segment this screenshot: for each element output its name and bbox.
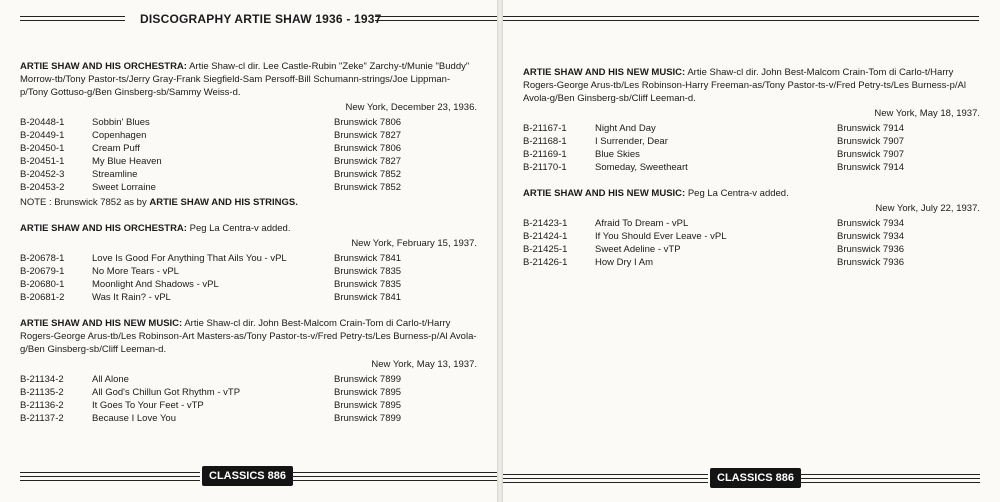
note-band-name: ARTIE SHAW AND HIS STRINGS.: [149, 197, 298, 208]
matrix-number: B-20453-2: [20, 182, 65, 193]
track-title: Sweet Adeline - vTP: [595, 244, 681, 255]
track-title: All Alone: [92, 374, 129, 385]
matrix-number: B-21426-1: [523, 257, 568, 268]
matrix-number: B-21169-1: [523, 149, 567, 160]
left-page: [0, 0, 497, 502]
track-row: [20, 399, 477, 412]
record-label: Brunswick 7934: [837, 218, 905, 229]
title-rule: [20, 20, 125, 21]
record-label: Brunswick 7835: [334, 279, 402, 290]
record-label: Brunswick 7835: [334, 266, 402, 277]
footer-rule: [800, 474, 980, 475]
footer-bar: [0, 466, 497, 488]
record-label: Brunswick 7899: [334, 374, 402, 385]
track-row: [20, 373, 477, 386]
right-page: [503, 0, 1000, 502]
track-title: Blue Skies: [595, 149, 640, 160]
track-row: [20, 181, 477, 194]
session-header: [523, 66, 980, 105]
footer-rule: [503, 474, 708, 475]
track-title: Was It Rain? - vPL: [92, 292, 171, 303]
track-title: Moonlight And Shadows - vPL: [92, 279, 219, 290]
track-row: [523, 217, 980, 230]
footer-rule: [20, 480, 200, 481]
track-title: Afraid To Dream - vPL: [595, 218, 689, 229]
track-row: [20, 116, 477, 129]
track-title: Love Is Good For Anything That Ails You - vPL: [92, 253, 287, 264]
record-label: Brunswick 7914: [837, 162, 905, 173]
track-title: Streamline: [92, 169, 138, 180]
record-label: Brunswick 7841: [334, 253, 402, 264]
track-title: Cream Puff: [92, 143, 140, 154]
band-name: ARTIE SHAW AND HIS ORCHESTRA:: [20, 223, 187, 234]
title-bar: [0, 10, 497, 30]
session-header: [20, 222, 477, 235]
footer-rule: [292, 472, 497, 473]
title-bar: [503, 10, 1000, 30]
footer-rule: [800, 478, 980, 479]
track-row: [20, 412, 477, 425]
track-title: Sweet Lorraine: [92, 182, 156, 193]
record-label: Brunswick 7914: [837, 123, 905, 134]
matrix-number: B-21423-1: [523, 218, 568, 229]
footer-rule: [503, 482, 708, 483]
record-label: Brunswick 7907: [837, 149, 905, 160]
track-title: If You Should Ever Leave - vPL: [595, 231, 727, 242]
record-label: Brunswick 7827: [334, 156, 402, 167]
track-row: [20, 278, 477, 291]
page-title: DISCOGRAPHY ARTIE SHAW 1936 - 1937: [140, 12, 382, 26]
track-title: It Goes To Your Feet - vTP: [92, 400, 204, 411]
band-name: ARTIE SHAW AND HIS ORCHESTRA:: [20, 61, 187, 72]
matrix-number: B-20448-1: [20, 117, 65, 128]
session: [20, 222, 477, 304]
matrix-number: B-21424-1: [523, 231, 568, 242]
track-title: Copenhagen: [92, 130, 147, 141]
session-note: [20, 196, 477, 209]
personnel: Peg La Centra-v added.: [687, 188, 789, 199]
footer-bar: [503, 468, 1000, 490]
track-row: [523, 135, 980, 148]
track-row: [523, 230, 980, 243]
matrix-number: B-21425-1: [523, 244, 568, 255]
record-label: Brunswick 7936: [837, 244, 905, 255]
matrix-number: B-20449-1: [20, 130, 65, 141]
personnel: Artie Shaw-cl dir. John Best-Malcom Crain-Tom di Carlo-t/Harry Rogers-George Arus-tb/Les Robinson-Harry Freeman-as/Tony Pastor-ts-v/Fred Petry-ts/Les Burness-p/Al Avola-g/Ben Ginsberg-sb/Cliff Leeman-d.: [523, 67, 966, 104]
matrix-number: B-20681-2: [20, 292, 65, 303]
track-row: [20, 168, 477, 181]
record-label: Brunswick 7806: [334, 117, 402, 128]
place-date: New York, May 13, 1937.: [371, 359, 477, 370]
matrix-number: B-21137-2: [20, 413, 64, 424]
record-label: Brunswick 7827: [334, 130, 402, 141]
place-date: New York, May 18, 1937.: [874, 108, 980, 119]
note-text: NOTE : Brunswick 7852 as by: [20, 197, 150, 208]
matrix-number: B-21135-2: [20, 387, 64, 398]
band-name: ARTIE SHAW AND HIS NEW MUSIC:: [20, 318, 183, 329]
matrix-number: B-21136-2: [20, 400, 64, 411]
right-sessions: [523, 66, 980, 269]
record-label: Brunswick 7852: [334, 169, 402, 180]
personnel: Peg La Centra-v added.: [189, 223, 291, 234]
record-label: Brunswick 7899: [334, 413, 402, 424]
record-label: Brunswick 7895: [334, 387, 402, 398]
track-row: [20, 155, 477, 168]
session-header: [20, 60, 477, 99]
place-date: New York, July 22, 1937.: [875, 203, 980, 214]
footer-badge: CLASSICS 886: [202, 466, 293, 486]
matrix-number: B-20451-1: [20, 156, 65, 167]
track-row: [20, 252, 477, 265]
title-rule: [375, 16, 497, 17]
footer-rule: [292, 476, 497, 477]
track-row: [20, 291, 477, 304]
track-row: [523, 161, 980, 174]
session: [523, 187, 980, 269]
session-header: [523, 187, 980, 200]
place-date: New York, December 23, 1936.: [345, 102, 477, 113]
track-row: [523, 256, 980, 269]
matrix-number: B-20679-1: [20, 266, 65, 277]
track-title: My Blue Heaven: [92, 156, 162, 167]
band-name: ARTIE SHAW AND HIS NEW MUSIC:: [523, 188, 686, 199]
matrix-number: B-21134-2: [20, 374, 64, 385]
footer-badge: CLASSICS 886: [710, 468, 801, 488]
footer-rule: [20, 476, 200, 477]
title-rule: [503, 20, 979, 21]
record-label: Brunswick 7806: [334, 143, 402, 154]
session: [20, 60, 477, 209]
matrix-number: B-20680-1: [20, 279, 65, 290]
band-name: ARTIE SHAW AND HIS NEW MUSIC:: [523, 67, 686, 78]
session: [523, 66, 980, 174]
title-rule: [375, 20, 497, 21]
track-row: [523, 122, 980, 135]
track-row: [20, 265, 477, 278]
left-sessions: [20, 60, 477, 425]
footer-rule: [800, 482, 980, 483]
personnel: Artie Shaw-cl dir. John Best-Malcom Crain-Tom di Carlo-t/Harry Rogers-George Arus-tb/Les Robinson-Art Masters-as/Tony Pastor-ts-v/Fred Petry-ts/Les Burness-p/Al Avola-g/Ben Ginsberg-sb/Cliff Leeman-d.: [20, 318, 477, 355]
track-row: [523, 243, 980, 256]
track-title: I Surrender, Dear: [595, 136, 668, 147]
track-row: [20, 142, 477, 155]
track-title: How Dry I Am: [595, 257, 654, 268]
record-label: Brunswick 7895: [334, 400, 402, 411]
record-label: Brunswick 7907: [837, 136, 905, 147]
matrix-number: B-20450-1: [20, 143, 65, 154]
track-title: No More Tears - vPL: [92, 266, 179, 277]
matrix-number: B-21167-1: [523, 123, 567, 134]
matrix-number: B-21168-1: [523, 136, 567, 147]
track-title: All God's Chillun Got Rhythm - vTP: [92, 387, 241, 398]
footer-rule: [292, 480, 497, 481]
track-row: [523, 148, 980, 161]
track-title: Someday, Sweetheart: [595, 162, 688, 173]
title-rule: [503, 16, 979, 17]
title-rule: [20, 16, 125, 17]
matrix-number: B-20678-1: [20, 253, 65, 264]
session-header: [20, 317, 477, 356]
record-label: Brunswick 7936: [837, 257, 905, 268]
track-title: Sobbin' Blues: [92, 117, 150, 128]
record-label: Brunswick 7841: [334, 292, 402, 303]
track-title: Night And Day: [595, 123, 656, 134]
personnel: Artie Shaw-cl dir. Lee Castle-Rubin "Zeke" Zarchy-t/Munie "Buddy" Morrow-tb/Tony Pastor-ts/Jerry Gray-Frank Siegfield-Sam Persoff-Bill Schumann-strings/Joe Lippman-p/Tony Gottuso-g/Ben Ginsberg-sb/Sammy Weiss-d.: [20, 61, 470, 98]
record-label: Brunswick 7852: [334, 182, 402, 193]
track-title: Because I Love You: [92, 413, 176, 424]
footer-rule: [20, 472, 200, 473]
track-row: [20, 129, 477, 142]
matrix-number: B-20452-3: [20, 169, 65, 180]
place-date: New York, February 15, 1937.: [351, 238, 477, 249]
track-row: [20, 386, 477, 399]
session: [20, 317, 477, 425]
record-label: Brunswick 7934: [837, 231, 905, 242]
matrix-number: B-21170-1: [523, 162, 567, 173]
footer-rule: [503, 478, 708, 479]
